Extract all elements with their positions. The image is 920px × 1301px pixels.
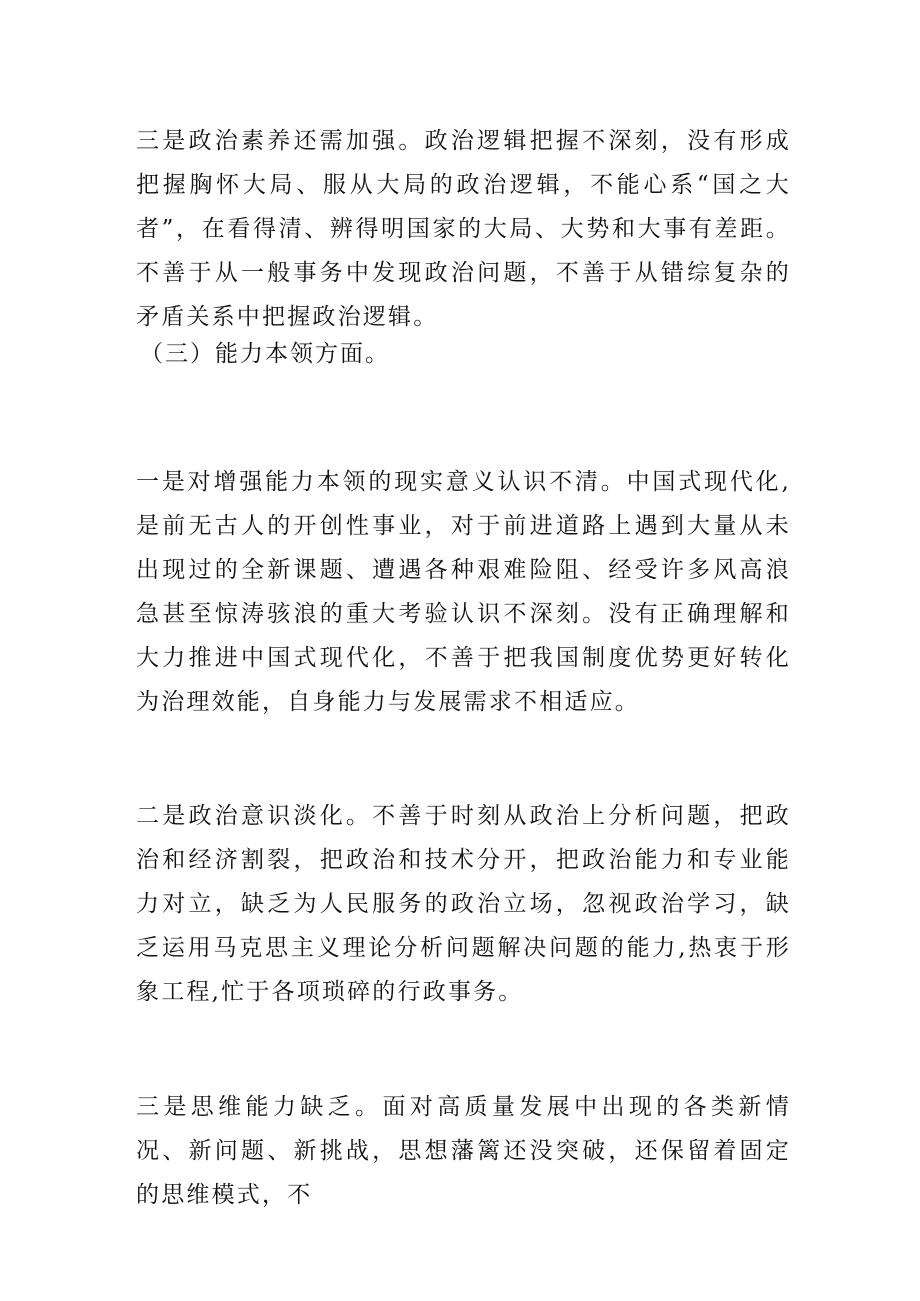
paragraph-ability-awareness: 一是对增强能力本领的现实意义认识不清。中国式现代化,是前无古人的开创性事业，对于前进道路上遇到大量从未出现过的全新课题、遭遇各种艰难险阻、经受许多风高浪急甚至惊涛骇浪的重大考验认识不深刻。没有正确理解和大力推进中国式现代化，不善于把我国制度优势更好转化为治理效能，自身能力与发展需求不相适应。 xyxy=(136,469,791,715)
paragraph-political-literacy: 三是政治素养还需加强。政治逻辑把握不深刻，没有形成把握胸怀大局、服从大局的政治逻辑，不能心系“国之大者”，在看得清、辨得明国家的大局、大势和大事有差距。不善于从一般事务中发现政治问题，不善于从错综复杂的矛盾关系中把握政治逻辑。 xyxy=(136,128,791,330)
paragraph-political-consciousness: 二是政治意识淡化。不善于时刻从政治上分析问题，把政治和经济割裂，把政治和技术分开，把政治能力和专业能力对立，缺乏为人民服务的政治立场，忽视政治学习，缺乏运用马克思主义理论分析问题解决问题的能力,热衷于形象工程,忙于各项琐碎的行政事务。 xyxy=(136,803,791,1005)
section-heading-ability: （三）能力本领方面。 xyxy=(140,341,390,367)
paragraph-thinking-ability: 三是思维能力缺乏。面对高质量发展中出现的各类新情况、新问题、新挑战，思想藩篱还没突破，还保留着固定的思维模式，不 xyxy=(136,1094,791,1208)
